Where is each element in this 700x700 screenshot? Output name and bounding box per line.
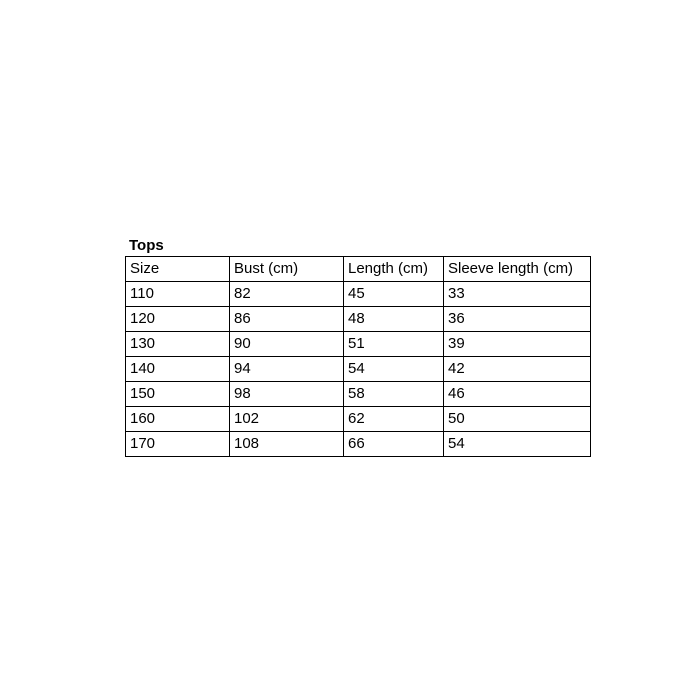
size-cell: 170	[126, 432, 230, 457]
sleeve-length-cell: 33	[444, 282, 591, 307]
header-row	[126, 257, 591, 282]
size-cell: 110	[126, 282, 230, 307]
bust-cell: 90	[230, 332, 344, 357]
size-cell: 140	[126, 357, 230, 382]
length-cell: 51	[344, 332, 444, 357]
bust-cell: 98	[230, 382, 344, 407]
bust-cell: 82	[230, 282, 344, 307]
sleeve-length-cell: 39	[444, 332, 591, 357]
table-row	[126, 382, 591, 407]
table-row	[126, 407, 591, 432]
size-cell: 130	[126, 332, 230, 357]
length-cell: 58	[344, 382, 444, 407]
bust-cell: 102	[230, 407, 344, 432]
length-cell: 45	[344, 282, 444, 307]
size-cell: 160	[126, 407, 230, 432]
header-cell-sleeve-length: Sleeve length (cm)	[444, 257, 591, 282]
bust-cell: 108	[230, 432, 344, 457]
size-cell: 150	[126, 382, 230, 407]
length-cell: 54	[344, 357, 444, 382]
sleeve-length-cell: 54	[444, 432, 591, 457]
table-row	[126, 357, 591, 382]
sleeve-length-cell: 42	[444, 357, 591, 382]
table-row	[126, 432, 591, 457]
header-cell-bust: Bust (cm)	[230, 257, 344, 282]
size-chart	[125, 236, 591, 457]
sleeve-length-cell: 36	[444, 307, 591, 332]
length-cell: 48	[344, 307, 444, 332]
sleeve-length-cell: 46	[444, 382, 591, 407]
length-cell: 66	[344, 432, 444, 457]
bust-cell: 86	[230, 307, 344, 332]
table-row	[126, 332, 591, 357]
size-table	[125, 256, 591, 457]
size-cell: 120	[126, 307, 230, 332]
sleeve-length-cell: 50	[444, 407, 591, 432]
bust-cell: 94	[230, 357, 344, 382]
header-cell-length: Length (cm)	[344, 257, 444, 282]
header-cell-size: Size	[126, 257, 230, 282]
table-row	[126, 282, 591, 307]
chart-title: Tops	[129, 237, 164, 254]
table-row	[126, 307, 591, 332]
length-cell: 62	[344, 407, 444, 432]
